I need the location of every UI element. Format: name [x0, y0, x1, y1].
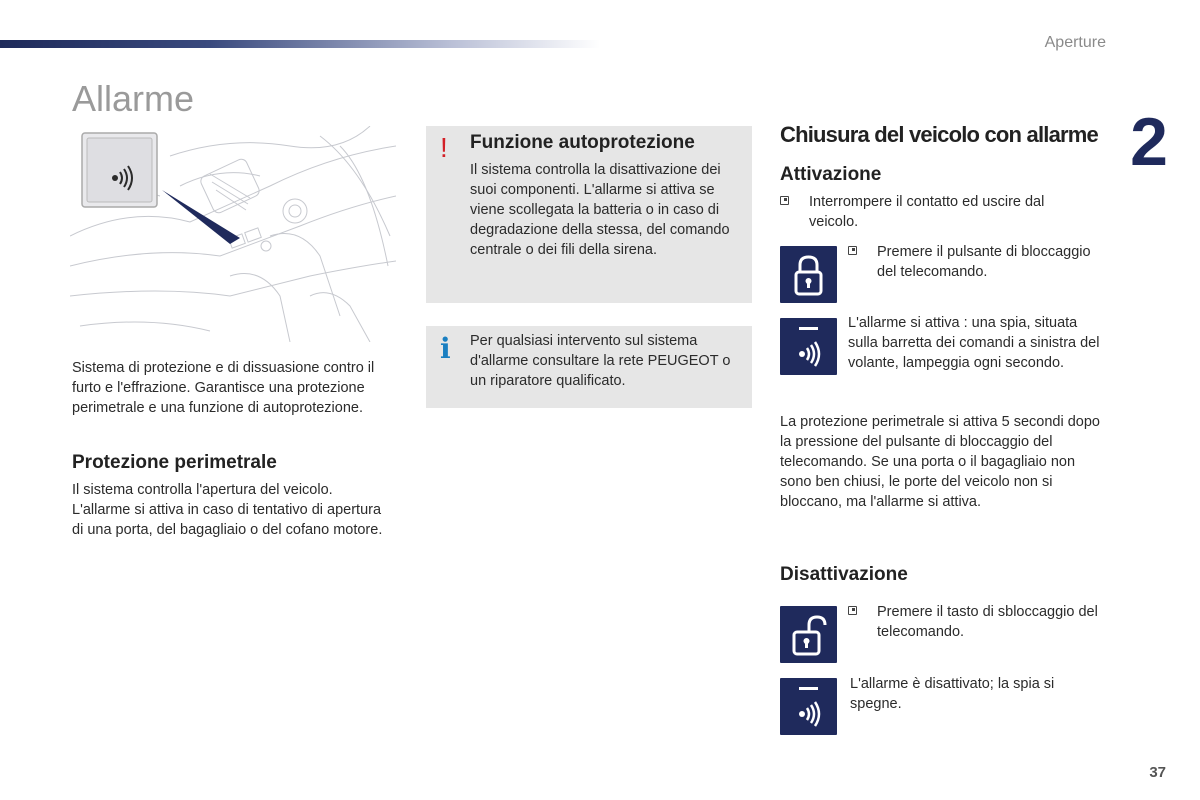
activation-note: La protezione perimetrale si attiva 5 secondi dopo la pressione del pulsante di bloccaggio del telecomando. Se una porta o il bagagliaio non sono ben chiusi, le porte del veicolo non si bloccano, ma l'allarme si attiva. — [780, 414, 1100, 510]
alarm-indicator-icon — [780, 318, 837, 375]
dashboard-illustration — [70, 126, 396, 342]
warning-text: Il sistema controlla la disattivazione dei suoi componenti. L'allarme si attiva se viene scollegata la batteria o in caso di degradazione della stessa, del comando centrale o dei fili della sirena. — [470, 162, 730, 258]
padlock-unlocked-icon — [780, 606, 837, 663]
finger-pointer-icon — [848, 606, 857, 615]
bullet-text: Interrompere il contatto ed uscire dal veicolo. — [809, 194, 1045, 230]
bullet-text: Premere il tasto di sbloccaggio del telecomando. — [877, 604, 1098, 640]
info-text: Per qualsiasi intervento sul sistema d'allarme consultare la rete PEUGEOT o un riparatore qualificato. — [470, 333, 731, 389]
info-box — [426, 326, 752, 408]
perimeter-heading: Protezione perimetrale — [72, 452, 277, 473]
header-gradient-bar — [0, 40, 600, 48]
bullet-text: Premere il pulsante di bloccaggio del telecomando. — [877, 244, 1091, 280]
warning-box — [426, 126, 752, 303]
alarm-indicator-icon — [780, 678, 837, 735]
page-number: 37 — [1149, 764, 1166, 781]
deactivation-heading: Disattivazione — [780, 564, 908, 585]
padlock-locked-icon — [780, 246, 837, 303]
perimeter-paragraph: Il sistema controlla l'apertura del veicolo. L'allarme si attiva in caso di tentativo di apertura di una porta, del bagagliaio o del cofano motore. — [72, 482, 383, 538]
finger-pointer-icon — [780, 196, 789, 205]
chapter-number: 2 — [1130, 104, 1168, 180]
warning-icon: ! — [440, 132, 448, 163]
right-main-heading: Chiusura del veicolo con allarme — [780, 122, 1098, 147]
section-name: Aperture — [1044, 34, 1106, 51]
deactivation-indicator-text: L'allarme è disattivato; la spia si spegne. — [850, 676, 1055, 712]
warning-title: Funzione autoprotezione — [470, 132, 695, 153]
info-icon: i — [440, 332, 451, 365]
finger-pointer-icon — [848, 246, 857, 255]
page-title: Allarme — [72, 78, 195, 119]
intro-paragraph: Sistema di protezione e di dissuasione contro il furto e l'effrazione. Garantisce una protezione perimetrale e una funzione di autoprotezione. — [72, 360, 375, 416]
activation-heading: Attivazione — [780, 164, 882, 185]
activation-indicator-text: L'allarme si attiva : una spia, situata sulla barretta dei comandi a sinistra del volante, lampeggia ogni secondo. — [848, 315, 1100, 371]
